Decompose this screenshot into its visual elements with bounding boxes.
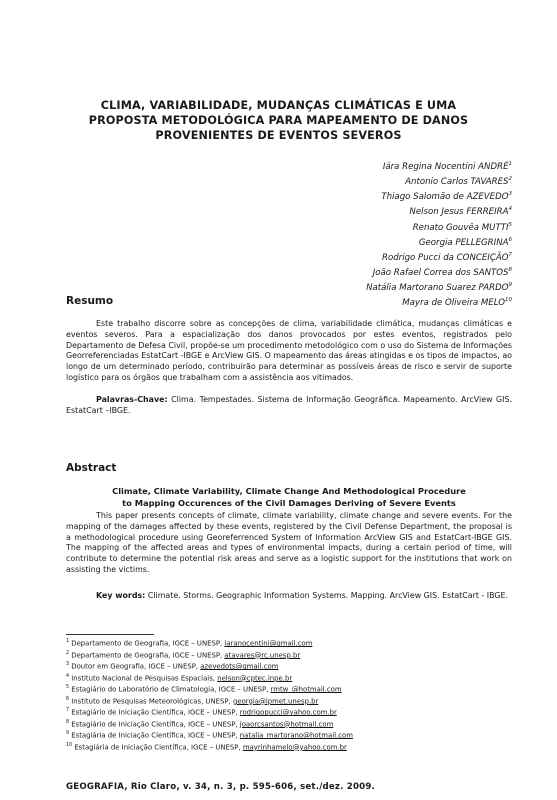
footnote-email-link[interactable]: iaranocentini@gmail.com <box>224 639 313 648</box>
footnote-text: Instituto Nacional de Pesquisas Espaciais, <box>71 673 215 682</box>
footnote-ref: 7 <box>508 251 512 258</box>
paper-title-line: CLIMA, VARIABILIDADE, MUDANÇAS CLIMÁTICAS E UMA <box>100 99 457 112</box>
author <box>366 158 512 173</box>
paper-title-line: PROVENIENTES DE EVENTOS SEVEROS <box>155 129 402 142</box>
resumo-keywords <box>66 395 512 417</box>
author-name: Rodrigo Pucci da CONCEIÇÃO <box>381 252 509 263</box>
footnote <box>66 649 506 661</box>
footnote-ref: 3 <box>508 191 512 198</box>
footnote-text: Estagiária de Iniciação Científica, IGCE – UNESP, <box>74 742 241 751</box>
keywords-label: Palavras-Chave: <box>96 395 168 404</box>
author <box>366 234 512 249</box>
footnote-number: 1 <box>66 639 70 644</box>
footnote-email-link[interactable]: natalia_martorano@hotmail.com <box>239 731 353 740</box>
abstract-keywords <box>66 591 512 602</box>
author <box>366 203 512 218</box>
footnote-text: Estagiária de Iniciação Científica, IGCE – UNESP, <box>71 731 238 740</box>
footnote-email-link[interactable]: rodrigopucci@yahoo.com.br <box>239 708 337 717</box>
author-name: Nelson Jesus FERREIRA <box>409 207 509 218</box>
footnote-number: 9 <box>66 731 70 736</box>
footnotes <box>66 637 506 752</box>
footnote-number: 2 <box>66 650 70 656</box>
footnote-text: Estagiário de Iniciação Científica, IGCE – UNESP, <box>71 708 238 717</box>
footnote-text: Estagiário de Iniciação Científica, IGCE – UNESP, <box>71 719 238 728</box>
footnote <box>66 683 506 695</box>
footnote-ref: 9 <box>508 282 512 289</box>
author <box>366 249 512 264</box>
footnote-text: Estagiário do Laboratório de Climatologia, IGCE – UNESP, <box>71 685 269 694</box>
footnote-number: 6 <box>66 696 70 702</box>
footnote <box>66 741 506 753</box>
footnote-number: 8 <box>66 719 70 725</box>
footnote-email-link[interactable]: mayrinhamelo@yahoo.com.br <box>242 742 347 751</box>
author-list <box>366 158 512 310</box>
resumo-body <box>66 319 512 384</box>
footnote-ref: 4 <box>508 206 512 213</box>
footnote-email-link[interactable]: georgia@ipmet.unesp.br <box>232 696 319 705</box>
footnote-text: Departamento de Geografia, IGCE – UNESP, <box>71 639 223 648</box>
abstract-heading: Abstract <box>66 462 117 474</box>
footnote <box>66 729 506 741</box>
footnote-email-link[interactable]: nelson@cptec.inpe.br <box>217 673 293 682</box>
author <box>366 264 512 279</box>
footnote-number: 4 <box>66 673 70 679</box>
abstract-title-line: Climate, Climate Variability, Climate Change And Methodological Procedure <box>112 486 466 496</box>
abstract-body <box>66 511 512 576</box>
footnote-divider <box>66 634 154 635</box>
paper-title <box>60 98 497 143</box>
footnote-email-link[interactable]: joaorcsantos@hotmail.com <box>239 719 334 728</box>
author-name: Renato Gouvêa MUTTI <box>412 222 509 233</box>
author-name: Georgia PELLEGRINA <box>418 237 509 248</box>
footnote <box>66 695 506 707</box>
resumo-text: Este trabalho discorre sobre as concepções de clima, variabilidade climática, mudanças climáticas e eventos severos. Para a espacialização dos danos provocados por estes eventos, registrados pelo Departamento de Defesa Civil, propõe-se um procedimento metodológico com o uso do Sistema de Informações Georreferenciadas EstatCart -IBGE e ArcView GIS. O mapeamento das áreas atingidas e os tipos de impactos, ao longo de um determinado período, contribuirão para determinar as possíveis áreas de risco e servir de suporte logístico para os órgãos que trabalham com a assistência aos vitimados. <box>66 319 512 382</box>
author-name: João Rafael Correa dos SANTOS <box>372 267 509 278</box>
footnote-number: 7 <box>66 708 70 713</box>
footnote-ref: 2 <box>508 176 512 183</box>
footnote-ref: 6 <box>508 236 512 243</box>
abstract-title <box>66 486 512 510</box>
footnote-email-link[interactable]: azevedots@gmail.com <box>200 662 279 671</box>
author <box>366 188 512 203</box>
footnote-number: 5 <box>66 685 70 690</box>
abstract-text: This paper presents concepts of climate, climate variability, climate change and severe events. For the mapping of the damages affected by these events, registered by the Civil Defense Department, the proposal is a methodological procedure using Georeferrenced System of Information ArcView GIS and EstatCart-IBGE GIS. The mapping of the affected areas and types of environmental impacts, during a certain period of time, will contribute to determine the potential risk areas and serve as a logistic support for the institutions that work on assisting the victims. <box>66 511 512 574</box>
footnote-ref: 10 <box>505 297 512 304</box>
footnote <box>66 672 506 684</box>
author-name: Iára Regina Nocentini ANDRÉ <box>382 161 509 172</box>
resumo-heading: Resumo <box>66 295 114 307</box>
keywords-text: Clima. Tempestades. Sistema de Informação Geográfica. Mapeamento. ArcView GIS. EstatCart –IBGE. <box>66 395 512 415</box>
footnote-email-link[interactable]: rmtw_@hotmail.com <box>270 685 342 694</box>
author-name: Thiago Salomão de AZEVEDO <box>381 192 509 203</box>
footnote-email-link[interactable]: atavares@rc.unesp.br <box>224 650 301 659</box>
footnote-ref: 1 <box>508 161 512 167</box>
footnote <box>66 637 506 649</box>
author <box>366 279 512 294</box>
keywords-text: Climate. Storms. Geographic Information Systems. Mapping. ArcView GIS. EstatCart - IBGE. <box>147 591 509 600</box>
footnote-text: Departamento de Geografia, IGCE – UNESP, <box>71 650 223 659</box>
footnote <box>66 706 506 718</box>
author-name: Mayra de Oliveira MELO <box>402 298 505 309</box>
footnote-ref: 5 <box>508 221 512 228</box>
author <box>366 173 512 188</box>
keywords-label: Key words: <box>96 591 146 600</box>
author-name: Antonio Carlos TAVARES <box>405 177 509 188</box>
author <box>366 219 512 234</box>
paper-title-line: PROPOSTA METODOLÓGICA PARA MAPEAMENTO DE DANOS <box>88 114 469 127</box>
author <box>366 294 512 309</box>
footnote-number: 10 <box>66 742 73 748</box>
footnote-ref: 8 <box>508 267 512 274</box>
footnote-number: 3 <box>66 662 70 667</box>
abstract-title-line: to Mapping Occurences of the Civil Damages Deriving of Severe Events <box>122 497 456 508</box>
footnote-text: Instituto de Pesquisas Meteorológicas, UNESP, <box>71 696 231 705</box>
footnote <box>66 660 506 672</box>
journal-citation: GEOGRAFIA, Rio Claro, v. 34, n. 3, p. 595-606, set./dez. 2009. <box>66 782 375 792</box>
footnote <box>66 718 506 730</box>
author-name: Natália Martorano Suarez PARDO <box>366 283 509 294</box>
footnote-text: Doutor em Geografia, IGCE – UNESP, <box>71 662 199 671</box>
